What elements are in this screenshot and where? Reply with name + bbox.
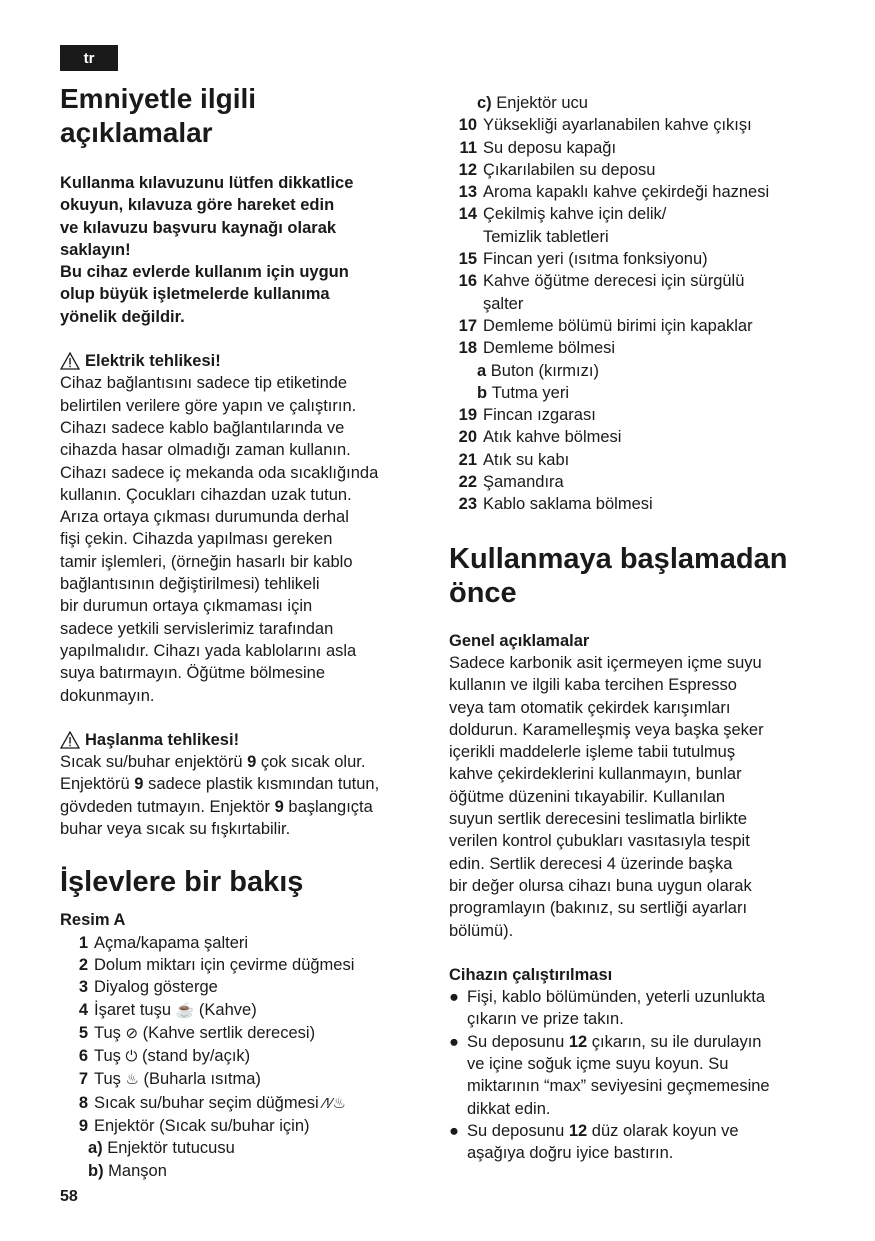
text-line: bir durumun ortaya çıkmaması için <box>60 597 313 616</box>
list-item: 14 Çekilmiş kahve için delik/ Temizlik tabletleri <box>458 205 667 246</box>
text-line: veya tam otomatik çekirdek karışımları <box>449 698 731 717</box>
text-line: öğütme düzenini tıkayabilir. Kullanılan <box>449 787 726 806</box>
list-item: 13 Aroma kapaklı kahve çekirdeği haznesi <box>458 183 770 202</box>
electric-warning-title <box>60 350 426 372</box>
text-line: suyun sertlik derecesini teslimatla birlikte <box>449 810 748 829</box>
list-item: 15 Fincan yeri (ısıtma fonksiyonu) <box>458 250 708 269</box>
scald-warning-body: Sıcak su/buhar enjektörü 9 çok sıcak olur. Enjektörü 9 sadece plastik kısmından tutun, gövdeden tutmayın. Enjektör 9 başlangıçta buhar veya sıcak su fışkırtabilir. <box>60 753 380 839</box>
list-item: 2 Dolum miktarı için çevirme düğmesi <box>78 955 355 974</box>
list-item: 7 Tuş ♨ (Buharla ısıtma) <box>78 1070 261 1089</box>
list-item: 8 Sıcak su/buhar seçim düğmesi ⁄!⁄♨ <box>78 1093 346 1112</box>
safety-title-line2: açıklamalar <box>60 117 213 148</box>
list-item: 17 Demleme bölümü birimi için kapaklar <box>458 316 753 335</box>
electric-warning-label: Elektrik tehlikesi! <box>85 352 221 371</box>
list-item: 12 Çıkarılabilen su deposu <box>458 160 656 179</box>
text-line: kullanın ve ilgili kaba tercihen Espresso <box>449 676 737 695</box>
coffee-cup-icon: ☕ <box>175 1001 195 1019</box>
text-line: kullanın. Çocukları cihazdan uzak tutun. <box>60 485 352 504</box>
safety-lead <box>60 172 426 328</box>
bean-icon: ⊘ <box>125 1024 139 1042</box>
warning-triangle-icon <box>60 352 80 370</box>
list-item: 19 Fincan ızgarası <box>458 406 596 425</box>
list-item: 20 Atık kahve bölmesi <box>458 428 622 447</box>
overview-list-continued <box>449 92 825 516</box>
list-item: ● Su deposunu 12 düz olarak koyun ve aşağıya doğru iyice bastırın. <box>449 1121 739 1163</box>
list-subitem: c) Enjektör ucu <box>477 94 588 112</box>
figure-label: Resim A <box>60 911 126 930</box>
safety-title-line1: Emniyetle ilgili <box>60 83 257 114</box>
text-line: dokunmayın. <box>60 686 155 705</box>
scald-warning-label: Haşlanma tehlikesi! <box>85 730 240 749</box>
list-item: 3 Diyalog gösterge <box>78 978 218 997</box>
operate-title: Cihazın çalıştırılması <box>449 965 613 984</box>
list-item: 16 Kahve öğütme derecesi için sürgülü şalter <box>458 272 745 313</box>
list-item: 4 İşaret tuşu ☕ (Kahve) <box>78 1000 257 1019</box>
text-line: cihazda hasar olmadığı zaman kullanın. <box>60 441 351 460</box>
text-line: bir değer olursa cihazı buna uygun olarak <box>449 876 752 895</box>
text-line: Arıza ortaya çıkması durumunda derhal <box>60 508 349 527</box>
warning-triangle-icon <box>60 731 80 749</box>
text-line: programlayın (bakınız, su sertliği ayarları <box>449 899 748 918</box>
scald-warning-title <box>60 729 426 751</box>
overview-list <box>60 932 426 1182</box>
list-item: ● Fişi, kablo bölümünden, yeterli uzunlukta çıkarın ve prize takın. <box>449 988 766 1029</box>
list-item: ● Su deposunu 12 çıkarın, su ile durulayın ve içine soğuk içme suyu koyun. Su miktarının “max” seviyesini geçmemesine dikkat edin. <box>449 1032 770 1118</box>
text-line: saklayın! <box>60 240 131 259</box>
list-subitem: a Buton (kırmızı) <box>477 361 599 380</box>
right-column <box>449 92 825 1164</box>
list-item: 11 Su deposu kapağı <box>459 138 617 157</box>
text-line: yapılmalıdır. Cihazı yada kablolarını asla <box>60 641 357 660</box>
steam-icon: ♨ <box>125 1071 139 1089</box>
list-item: 1 Açma/kapama şalteri <box>78 933 249 952</box>
power-icon: ⏻ <box>125 1048 138 1066</box>
general-notes-body <box>449 652 825 942</box>
text-line: Kullanma kılavuzunu lütfen dikkatlice <box>60 174 354 192</box>
list-item: 5 Tuş ⊘ (Kahve sertlik derecesi) <box>78 1023 316 1042</box>
list-subitem: b Tutma yeri <box>477 383 570 402</box>
text-line: verilen kontrol çubukları vasıtasıyla tespit <box>449 832 750 851</box>
text-line: kahve çekirdeklerini kullanmayın, bunlar <box>449 765 742 784</box>
operate-steps <box>449 986 825 1164</box>
text-line: Cihaz bağlantısını sadece tip etiketinde <box>60 374 348 393</box>
left-column <box>60 82 426 1182</box>
text-line: Bu cihaz evlerde kullanım için uygun <box>60 263 349 282</box>
list-item: 6 Tuş ⏻ (stand by/açık) <box>78 1047 251 1066</box>
text-line: olup büyük işletmelerde kullanıma <box>60 285 330 304</box>
text-line: Cihazı sadece kablo bağlantılarında ve <box>60 418 345 437</box>
text-line: sadece yetkili servislerimiz tarafından <box>60 619 334 638</box>
text-line: içerikli maddelerle işleme tabii tutulmuş <box>449 743 736 762</box>
text-line: fişi çekin. Cihazda yapılması gereken <box>60 530 333 549</box>
text-line: bağlantısının değiştirilmesi) tehlikeli <box>60 575 320 594</box>
text-line: doldurun. Karamelleşmiş veya başka şeker <box>449 720 764 739</box>
before-use-title: Kullanmaya başlamadan önce <box>449 542 788 609</box>
list-item: 22 Şamandıra <box>458 473 564 492</box>
list-item: 23 Kablo saklama bölmesi <box>458 495 653 514</box>
overview-title: İşlevlere bir bakış <box>60 866 304 899</box>
text-line: Cihazı sadece iç mekanda oda sıcaklığında <box>60 463 379 482</box>
text-line: edin. Sertlik derecesi 4 üzerinde başka <box>449 854 733 873</box>
page-number: 58 <box>60 1188 78 1205</box>
text-line: yönelik değildir. <box>60 307 185 326</box>
text-line: okuyun, kılavuza göre hareket edin <box>60 196 335 215</box>
general-notes-title: Genel açıklamalar <box>449 631 590 650</box>
text-line: Sadece karbonik asit içermeyen içme suyu <box>449 653 762 672</box>
list-item: 21 Atık su kabı <box>458 450 570 469</box>
text-line: ve kılavuzu başvuru kaynağı olarak <box>60 218 337 237</box>
safety-title <box>60 82 426 150</box>
list-item: 10 Yüksekliği ayarlanabilen kahve çıkışı <box>458 116 752 135</box>
electric-warning-body <box>60 372 426 706</box>
text-line: suya batırmayın. Öğütme bölmesine <box>60 664 326 683</box>
list-subitem: b) Manşon <box>88 1161 167 1180</box>
list-item: 18 Demleme bölmesi <box>458 339 616 358</box>
language-tag: tr <box>60 45 118 71</box>
list-item: 9 Enjektör (Sıcak su/buhar için) <box>78 1116 310 1135</box>
text-line: bölümü). <box>449 921 514 940</box>
text-line: belirtilen verilere göre yapın ve çalıştırın. <box>60 396 357 415</box>
text-line: tamir işlemleri, (örneğin hasarlı bir kablo <box>60 552 353 571</box>
list-subitem: a) Enjektör tutucusu <box>88 1139 235 1158</box>
selector-icon: ⁄!⁄♨ <box>323 1094 346 1112</box>
